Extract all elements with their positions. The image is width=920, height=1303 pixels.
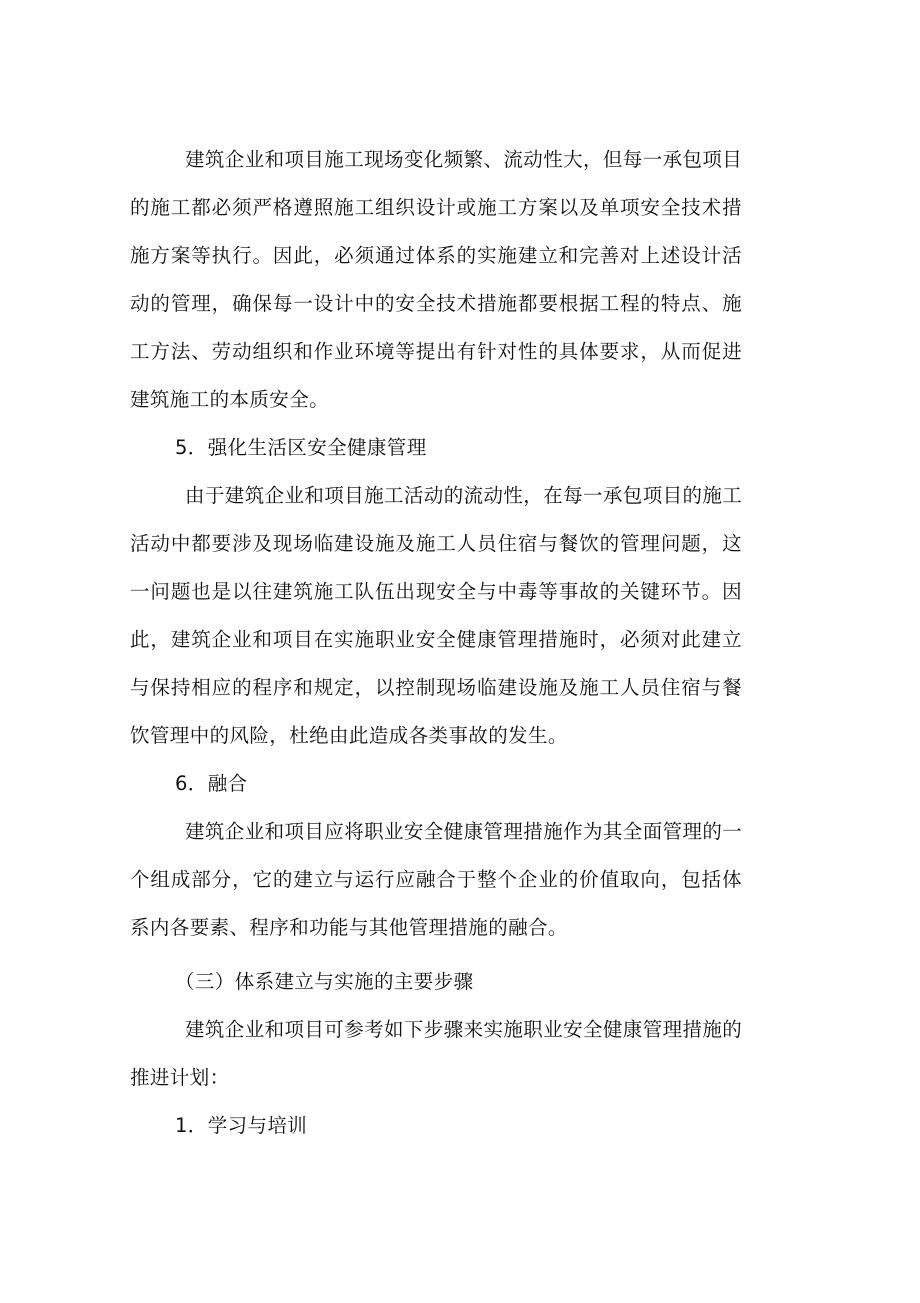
paragraph-2-line-3: 一问题也是以往建筑施工队伍出现安全与中毒等事故的关键环节。因 — [130, 580, 742, 603]
paragraph-2-line-6: 饮管理中的风险，杜绝由此造成各类事故的发生。 — [130, 724, 568, 747]
section-heading-5: 5．强化生活区安全健康管理 — [175, 436, 427, 459]
paragraph-2-line-1: 由于建筑企业和项目施工活动的流动性，在每一承包项目的施工 — [185, 484, 743, 507]
paragraph-1-line-2: 的施工都必须严格遵照施工组织设计或施工方案以及单项安全技术措 — [130, 196, 742, 219]
paragraph-1-line-1: 建筑企业和项目施工现场变化频繁、流动性大，但每一承包项目 — [185, 148, 743, 171]
section-heading-6: 6．融合 — [175, 772, 248, 795]
paragraph-1-line-6: 建筑施工的本质安全。 — [130, 388, 330, 411]
paragraph-4-line-1: 建筑企业和项目可参考如下步骤来实施职业安全健康管理措施的 — [185, 1018, 743, 1041]
section-heading-1: 1．学习与培训 — [175, 1114, 308, 1137]
paragraph-1-line-4: 动的管理，确保每一设计中的安全技术措施都要根据工程的特点、施 — [130, 292, 742, 315]
paragraph-2-line-5: 与保持相应的程序和规定，以控制现场临建设施及施工人员住宿与餐 — [130, 676, 742, 699]
paragraph-4-line-2: 推进计划： — [130, 1066, 230, 1089]
paragraph-1-line-3: 施方案等执行。因此，必须通过体系的实施建立和完善对上述设计活 — [130, 244, 742, 267]
paragraph-2-line-4: 此，建筑企业和项目在实施职业安全健康管理措施时，必须对此建立 — [130, 628, 742, 651]
paragraph-1-line-5: 工方法、劳动组织和作业环境等提出有针对性的具体要求，从而促进 — [130, 340, 742, 363]
paragraph-3-line-3: 系内各要素、程序和功能与其他管理措施的融合。 — [130, 916, 568, 939]
paragraph-2-line-2: 活动中都要涉及现场临建设施及施工人员住宿与餐饮的管理问题，这 — [130, 532, 742, 555]
section-heading-three: （三）体系建立与实施的主要步骤 — [175, 970, 474, 993]
paragraph-3-line-1: 建筑企业和项目应将职业安全健康管理措施作为其全面管理的一 — [185, 820, 743, 843]
paragraph-3-line-2: 个组成部分，它的建立与运行应融合于整个企业的价值取向，包括体 — [130, 868, 742, 891]
